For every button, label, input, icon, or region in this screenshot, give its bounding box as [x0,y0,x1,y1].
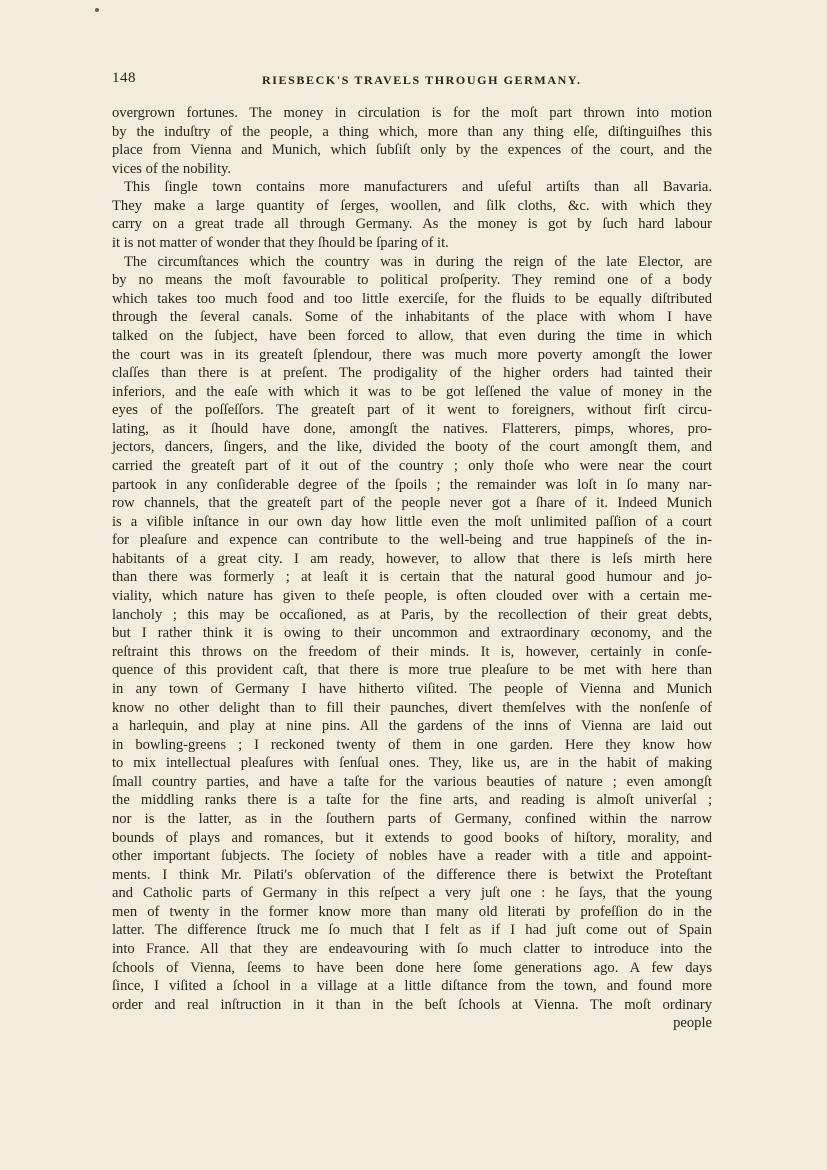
text-line: ments. I think Mr. Pilati's obſervation of the difference there is betwixt the Proteſtant [112,866,712,883]
text-line: carried the greateſt part of it out of the country ; only thoſe who were near the court [112,457,712,474]
text-line: in any town of Germany I have hitherto viſited. The people of Vienna and Munich [112,680,712,697]
catchword: people [673,1015,712,1032]
text-line: overgrown fortunes. The money in circulation is for the moſt part thrown into motion [112,105,712,121]
running-head: RIESBECK'S TRAVELS THROUGH GERMANY. [262,73,582,87]
text-line: nor is the latter, as in the ſouthern parts of Germany, confined within the narrow [112,810,712,827]
text-line: ſmall country parties, and have a taſte for the various beauties of nature ; even amongſt [112,773,712,790]
text-line: viality, which nature has given to theſe people, is often clouded over with a certain me- [112,588,712,605]
text-line: inferiors, and the eaſe with which it was to be got leſſened the value of money in the [112,383,712,400]
text-line: quence of this provident caſt, that there is more true pleaſure to be met with here than [112,662,712,679]
text-line: row channels, that the greateſt part of the people never got a ſhare of it. Indeed Munich [112,495,712,512]
text-line: but I rather think it is owing to their uncommon and extraordinary œconomy, and the [112,625,712,642]
page-speck [95,8,99,12]
text-line: bounds of plays and romances, but it extends to good books of hiſtory, morality, and [112,829,712,846]
text-line: a harlequin, and play at nine pins. All the gardens of the inns of Vienna are laid out [112,718,712,735]
text-line: claſſes than there is at preſent. The prodigality of the higher orders had tainted their [112,365,712,382]
page-number: 148 [112,70,136,86]
text-line: eyes of the poſſeſſors. The greateſt part of it went to foreigners, without firſt circu- [112,402,712,419]
text-line: into France. All that they are endeavouring with ſo much clatter to introduce into the [112,941,712,958]
text-line: by no means the moſt favourable to political proſperity. They remind one of a body [112,272,712,289]
text-line: lancholy ; this may be occaſioned, as at Paris, by the recollection of their great debts, [112,606,712,623]
text-line: jectors, dancers, ſingers, and the like, divided the booty of the court amongſt them, and [112,439,712,456]
text-line: through the ſeveral canals. Some of the inhabitants of the place with whom I have [112,309,712,326]
text-line: the middling ranks there is a taſte for the fine arts, and reading is almoſt univerſal ; [112,792,712,809]
page-header [112,70,710,94]
text-line: ſchools of Vienna, ſeems to have been done here ſome generations ago. A few days [112,959,712,976]
text-line: latter. The difference ſtruck me ſo much that I felt as if I had juſt come out of Spain [112,922,712,939]
text-line: They make a large quantity of ſerges, woollen, and ſilk cloths, &c. with which they [112,197,712,214]
text-line: ſince, I viſited a ſchool in a village at a little diſtance from the town, and found more [112,978,712,995]
text-line: habitants of a great city. I am ready, however, to allow that there is leſs mirth here [112,550,712,567]
text-line: by the induſtry of the people, a thing which, more than any thing elſe, diſtinguiſhes this [112,123,712,140]
text-line: than there was formerly ; at leaſt it is certain that the natural good humour and jo- [112,569,712,586]
text-line: reſtraint this throws on the freedom of their minds. It is, however, certainly in conſe- [112,643,712,660]
text-line: other important ſubjects. The ſociety of nobles have a reader with a title and appoint- [112,848,712,865]
text-line: know no other delight than to fill their paunches, divert themſelves with the nonſenſe of [112,699,712,716]
text-line: in bowling-greens ; I reckoned twenty of them in one garden. Here they know how [112,736,712,753]
text-line: men of twenty in the former know more than many old literati by profeſſion do in the [112,903,712,920]
text-line: carry on a great trade all through Germany. As the money is got by ſuch hard labour [112,216,712,233]
text-line: vices of the nobility. [112,160,232,177]
text-line: the court was in its greateſt ſplendour, there was much more poverty amongſt the lower [112,346,712,363]
body-text [112,104,712,1033]
text-line: which takes too much food and too little exerciſe, for the fluids to be equally diſtributed [112,290,712,307]
text-line: order and real inſtruction in it than in the beſt ſchools at Vienna. The moſt ordinary [112,996,712,1013]
text-line: is a viſible inſtance in our own day how little even the moſt unlimited paſſion of a court [112,513,712,530]
text-line: The circumſtances which the country was in during the reign of the late Elector, are [124,253,712,270]
text-line: for pleaſure and expence can contribute to the well-being and true happineſs of the in- [112,532,712,549]
text-line: talked on the ſubject, have been forced to allow, that even during the time in which [112,327,712,344]
text-line: and Catholic parts of Germany in this reſpect a very juſt one : he ſays, that the young [112,885,712,902]
text-line: it is not matter of wonder that they ſhould be ſparing of it. [112,235,449,252]
text-line: to mix intellectual pleaſures with ſenſual ones. They, like us, are in the habit of making [112,755,712,772]
text-line: This ſingle town contains more manufacturers and uſeful artiſts than all Bavaria. [124,179,712,196]
text-line: lating, as it ſhould have done, amongſt the natives. Flatterers, pimps, whores, pro- [112,420,712,437]
text-line: place from Vienna and Munich, which ſubſiſt only by the expences of the court, and the [112,142,712,159]
text-line: partook in any conſiderable degree of the ſpoils ; the remainder was loſt in ſo many nar- [112,476,712,493]
